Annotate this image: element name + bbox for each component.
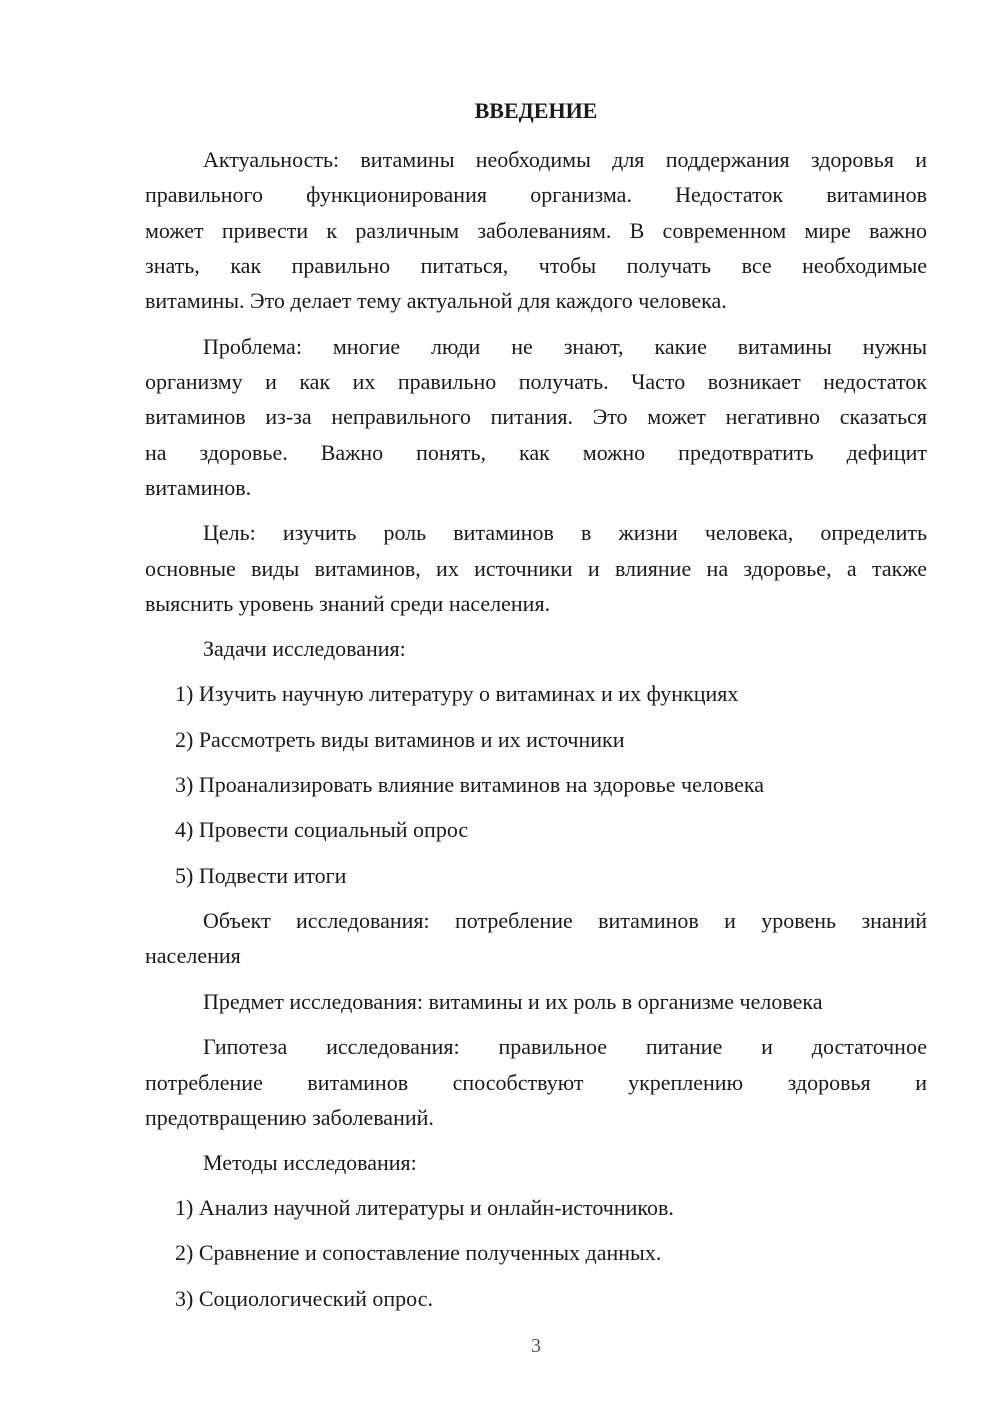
relevance-line: может привести к различным заболеваниям. В современном мире важно (145, 218, 927, 243)
problem-line: Проблема: многие люди не знают, какие витамины нужны (203, 334, 927, 359)
page-title: ВВЕДЕНИЕ (474, 98, 598, 123)
relevance-line: витамины. Это делает тему актуальной для каждого человека. (145, 288, 727, 313)
relevance-line: знать, как правильно питаться, чтобы получать все необходимые (145, 253, 927, 278)
subject-line: Предмет исследования: витамины и их роль в организме человека (203, 989, 823, 1014)
task-item: 4) Провести социальный опрос (175, 817, 469, 842)
task-item: 2) Рассмотреть виды витаминов и их источники (175, 727, 625, 752)
method-item: 3) Социологический опрос. (175, 1286, 433, 1311)
method-item: 2) Сравнение и сопоставление полученных данных. (175, 1240, 662, 1265)
problem-line: витаминов. (145, 475, 252, 500)
tasks-heading: Задачи исследования: (203, 636, 406, 661)
method-item: 1) Анализ научной литературы и онлайн-источников. (175, 1195, 674, 1220)
problem-line: на здоровье. Важно понять, как можно предотвратить дефицит (145, 440, 927, 465)
hypothesis-line: Гипотеза исследования: правильное питание и достаточное (203, 1034, 927, 1059)
problem-line: витаминов из-за неправильного питания. Это может негативно сказаться (145, 404, 927, 429)
task-item: 5) Подвести итоги (175, 863, 347, 888)
hypothesis-line: потребление витаминов способствуют укреплению здоровья и (145, 1070, 927, 1095)
goal-line: выяснить уровень знаний среди населения. (145, 591, 551, 616)
object-line: населения (145, 943, 241, 968)
task-item: 3) Проанализировать влияние витаминов на здоровье человека (175, 772, 764, 797)
goal-line: основные виды витаминов, их источники и влияние на здоровье, а также (145, 556, 927, 581)
hypothesis-line: предотвращению заболеваний. (145, 1105, 434, 1130)
goal-line: Цель: изучить роль витаминов в жизни человека, определить (203, 520, 927, 545)
page-number: 3 (531, 1335, 541, 1357)
relevance-line: правильного функционирования организма. Недостаток витаминов (145, 182, 927, 207)
relevance-line: Актуальность: витамины необходимы для поддержания здоровья и (203, 147, 927, 172)
task-item: 1) Изучить научную литературу о витаминах и их функциях (175, 681, 739, 706)
methods-heading: Методы исследования: (203, 1150, 417, 1175)
object-line: Объект исследования: потребление витаминов и уровень знаний (203, 908, 927, 933)
problem-line: организму и как их правильно получать. Часто возникает недостаток (145, 369, 927, 394)
